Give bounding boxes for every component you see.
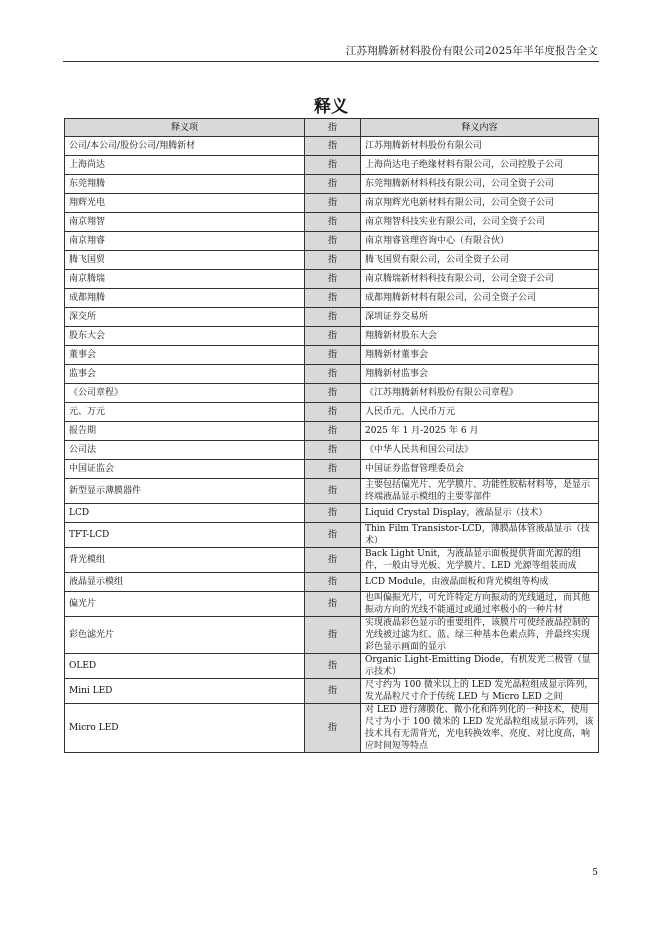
table-row bbox=[65, 679, 599, 704]
definition-cell: 中国证券监督管理委员会 bbox=[361, 460, 599, 479]
definition-cell: 上海尚达电子绝缘材料有限公司，公司控股子公司 bbox=[361, 156, 599, 175]
term-cell: 上海尚达 bbox=[65, 156, 305, 175]
refers-cell: 指 bbox=[305, 175, 361, 194]
refers-cell: 指 bbox=[305, 403, 361, 422]
term-cell: 报告期 bbox=[65, 422, 305, 441]
table-row bbox=[65, 289, 599, 308]
definition-cell: 《中华人民共和国公司法》 bbox=[361, 441, 599, 460]
refers-cell: 指 bbox=[305, 137, 361, 156]
term-cell: OLED bbox=[65, 654, 305, 679]
term-cell: 翔辉光电 bbox=[65, 194, 305, 213]
definition-cell: Organic Light-Emitting Diode，有机发光二极管（显示技术） bbox=[361, 654, 599, 679]
refers-cell: 指 bbox=[305, 592, 361, 617]
refers-cell: 指 bbox=[305, 548, 361, 573]
term-cell: LCD bbox=[65, 504, 305, 523]
table-row bbox=[65, 308, 599, 327]
refers-cell: 指 bbox=[305, 232, 361, 251]
refers-cell: 指 bbox=[305, 194, 361, 213]
table-row bbox=[65, 617, 599, 654]
definition-cell: 尺寸约为 100 微米以上的 LED 发光晶粒组成显示阵列，发光晶粒尺寸介于传统 LED 与 Micro LED 之间 bbox=[361, 679, 599, 704]
term-cell: 公司/本公司/股份公司/翔腾新材 bbox=[65, 137, 305, 156]
refers-cell: 指 bbox=[305, 384, 361, 403]
term-cell: 董事会 bbox=[65, 346, 305, 365]
refers-cell: 指 bbox=[305, 504, 361, 523]
table-header-row bbox=[65, 119, 599, 137]
table-row bbox=[65, 175, 599, 194]
table-row bbox=[65, 327, 599, 346]
refers-cell: 指 bbox=[305, 156, 361, 175]
definition-cell: 成都翔腾新材料有限公司，公司全资子公司 bbox=[361, 289, 599, 308]
term-cell: 东莞翔腾 bbox=[65, 175, 305, 194]
definition-cell: Thin Film Transistor-LCD，薄膜晶体管液晶显示（技术） bbox=[361, 523, 599, 548]
term-cell: 南京翔睿 bbox=[65, 232, 305, 251]
table-row bbox=[65, 270, 599, 289]
table-row bbox=[65, 548, 599, 573]
definition-cell: LCD Module，由液晶面板和背光模组等构成 bbox=[361, 573, 599, 592]
definition-cell: 人民币元、人民币万元 bbox=[361, 403, 599, 422]
term-cell: 深交所 bbox=[65, 308, 305, 327]
definition-cell: 也叫偏振光片，可允许特定方向振动的光线通过，而其他振动方向的光线不能通过或通过率极小的一种片材 bbox=[361, 592, 599, 617]
header-refers: 指 bbox=[305, 119, 361, 137]
table-row bbox=[65, 592, 599, 617]
term-cell: 中国证监会 bbox=[65, 460, 305, 479]
term-cell: Mini LED bbox=[65, 679, 305, 704]
table-row bbox=[65, 194, 599, 213]
definition-cell: Back Light Unit，为液晶显示面板提供背面光源的组件，一般由导光板、光学膜片、LED 光源等组装而成 bbox=[361, 548, 599, 573]
refers-cell: 指 bbox=[305, 441, 361, 460]
refers-cell: 指 bbox=[305, 523, 361, 548]
term-cell: 彩色滤光片 bbox=[65, 617, 305, 654]
page-header: 江苏翔腾新材料股份有限公司2025年半年度报告全文 bbox=[345, 45, 598, 57]
definition-cell: 江苏翔腾新材料股份有限公司 bbox=[361, 137, 599, 156]
refers-cell: 指 bbox=[305, 460, 361, 479]
term-cell: 《公司章程》 bbox=[65, 384, 305, 403]
header-term: 释义项 bbox=[65, 119, 305, 137]
table-row bbox=[65, 479, 599, 504]
refers-cell: 指 bbox=[305, 573, 361, 592]
table-row bbox=[65, 137, 599, 156]
table-row bbox=[65, 654, 599, 679]
definition-cell: 南京翔睿管理咨询中心（有限合伙） bbox=[361, 232, 599, 251]
term-cell: 南京腾瑞 bbox=[65, 270, 305, 289]
refers-cell: 指 bbox=[305, 654, 361, 679]
term-cell: Micro LED bbox=[65, 704, 305, 753]
refers-cell: 指 bbox=[305, 679, 361, 704]
definition-cell: 主要包括偏光片、光学膜片、功能性胶粘材料等，是显示终端液晶显示模组的主要零部件 bbox=[361, 479, 599, 504]
term-cell: 成都翔腾 bbox=[65, 289, 305, 308]
refers-cell: 指 bbox=[305, 308, 361, 327]
term-cell: 偏光片 bbox=[65, 592, 305, 617]
term-cell: 南京翔智 bbox=[65, 213, 305, 232]
term-cell: 新型显示薄膜器件 bbox=[65, 479, 305, 504]
definition-cell: Liquid Crystal Display，液晶显示（技术） bbox=[361, 504, 599, 523]
page-number: 5 bbox=[592, 868, 598, 878]
definition-cell: 东莞翔腾新材料科技有限公司，公司全资子公司 bbox=[361, 175, 599, 194]
definition-cell: 南京腾瑞新材料科技有限公司，公司全资子公司 bbox=[361, 270, 599, 289]
header-divider bbox=[63, 61, 599, 62]
term-cell: 股东大会 bbox=[65, 327, 305, 346]
table-row bbox=[65, 232, 599, 251]
refers-cell: 指 bbox=[305, 270, 361, 289]
table-row bbox=[65, 346, 599, 365]
definition-cell: 腾飞国贸有限公司，公司全资子公司 bbox=[361, 251, 599, 270]
table-row bbox=[65, 573, 599, 592]
refers-cell: 指 bbox=[305, 365, 361, 384]
term-cell: 元、万元 bbox=[65, 403, 305, 422]
term-cell: 背光模组 bbox=[65, 548, 305, 573]
refers-cell: 指 bbox=[305, 479, 361, 504]
refers-cell: 指 bbox=[305, 251, 361, 270]
table-row bbox=[65, 460, 599, 479]
refers-cell: 指 bbox=[305, 346, 361, 365]
term-cell: TFT-LCD bbox=[65, 523, 305, 548]
glossary-table bbox=[64, 118, 599, 753]
table-row bbox=[65, 384, 599, 403]
refers-cell: 指 bbox=[305, 289, 361, 308]
table-row bbox=[65, 441, 599, 460]
term-cell: 液晶显示模组 bbox=[65, 573, 305, 592]
table-row bbox=[65, 156, 599, 175]
definition-cell: 南京翔智科技实业有限公司，公司全资子公司 bbox=[361, 213, 599, 232]
definition-cell: 2025 年 1 月-2025 年 6 月 bbox=[361, 422, 599, 441]
table-row bbox=[65, 422, 599, 441]
header-definition: 释义内容 bbox=[361, 119, 599, 137]
refers-cell: 指 bbox=[305, 704, 361, 753]
term-cell: 腾飞国贸 bbox=[65, 251, 305, 270]
table-row bbox=[65, 365, 599, 384]
definition-cell: 翔腾新材董事会 bbox=[361, 346, 599, 365]
definition-cell: 翔腾新材股东大会 bbox=[361, 327, 599, 346]
refers-cell: 指 bbox=[305, 327, 361, 346]
table-row bbox=[65, 704, 599, 753]
table-row bbox=[65, 504, 599, 523]
refers-cell: 指 bbox=[305, 213, 361, 232]
table-row bbox=[65, 251, 599, 270]
term-cell: 公司法 bbox=[65, 441, 305, 460]
definition-cell: 《江苏翔腾新材料股份有限公司章程》 bbox=[361, 384, 599, 403]
definition-cell: 深圳证券交易所 bbox=[361, 308, 599, 327]
definition-cell: 南京翔辉光电新材料有限公司，公司全资子公司 bbox=[361, 194, 599, 213]
definition-cell: 翔腾新材监事会 bbox=[361, 365, 599, 384]
table-row bbox=[65, 403, 599, 422]
refers-cell: 指 bbox=[305, 617, 361, 654]
table-row bbox=[65, 523, 599, 548]
page-title: 释义 bbox=[314, 97, 348, 117]
term-cell: 监事会 bbox=[65, 365, 305, 384]
table-row bbox=[65, 213, 599, 232]
refers-cell: 指 bbox=[305, 422, 361, 441]
definition-cell: 实现液晶彩色显示的重要组件，该膜片可使经液晶控制的光线被过滤为红、蓝、绿三种基本色素点阵，并最终实现彩色显示画面的显示 bbox=[361, 617, 599, 654]
definition-cell: 对 LED 进行薄膜化、微小化和阵列化的一种技术，使用尺寸为小于 100 微米的 LED 发光晶粒组成显示阵列，该技术具有无需背光，光电转换效率、亮度、对比度高，响应时间短等特点 bbox=[361, 704, 599, 753]
